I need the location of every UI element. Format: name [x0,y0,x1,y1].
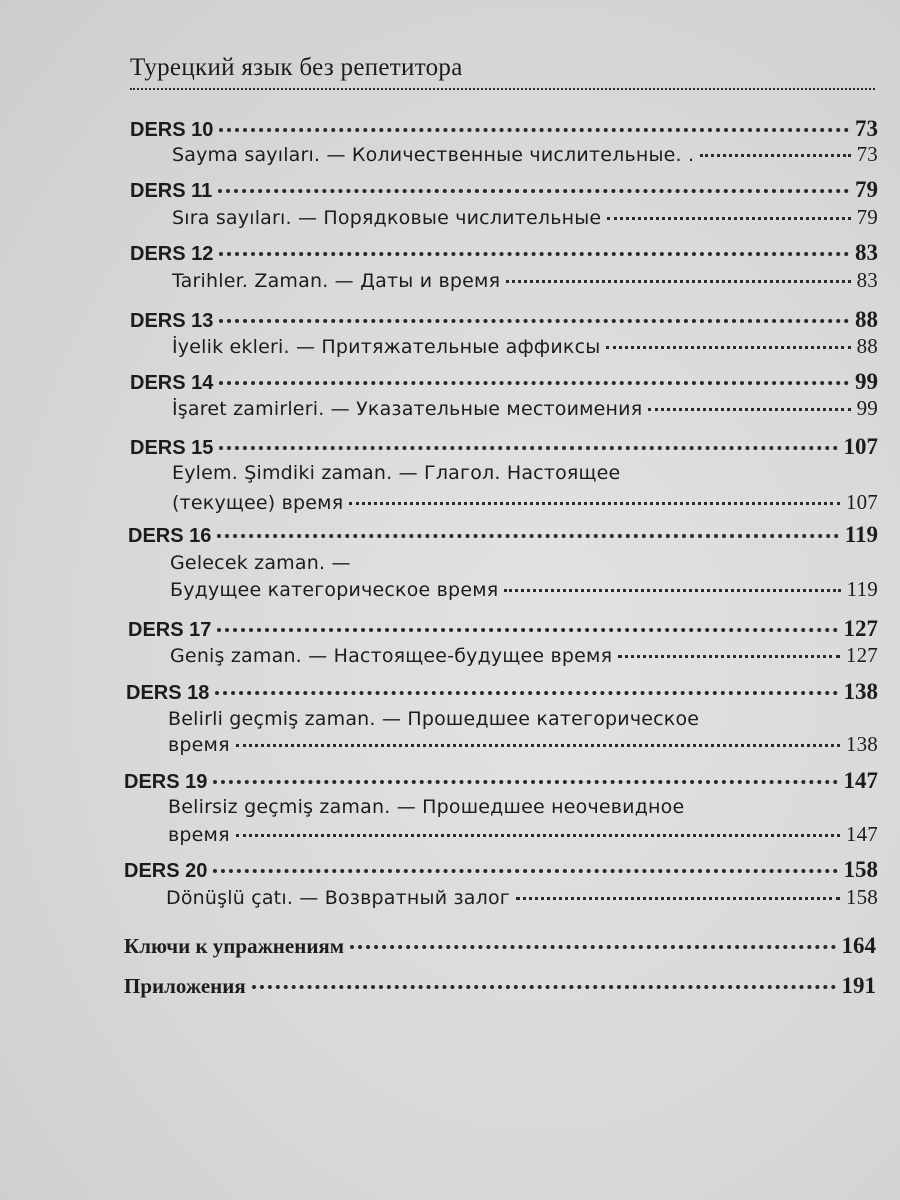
dot-leader [607,217,850,220]
subtitle-page-number: 83 [856,268,878,292]
lesson-label: DERS 11 [130,180,213,202]
dot-leader [219,381,849,385]
lesson-subtitle: время [168,734,230,756]
lesson-page-number: 158 [843,857,878,882]
lesson-subtitle: время [168,824,230,846]
toc-subtitle-row [172,334,878,359]
toc-keys-row [124,933,876,959]
subtitle-page-number: 147 [845,822,878,846]
toc-subtitle-row [170,643,878,668]
toc-subtitle-row [172,142,878,167]
subtitle-page-number: 107 [845,490,878,514]
lesson-label: DERS 16 [128,525,212,547]
dot-leader [236,834,840,837]
lesson-subtitle: Gelecek zaman. — [170,552,351,574]
toc-lesson-row [124,857,878,883]
toc-lesson-row [130,116,878,142]
dot-leader [217,628,837,632]
lesson-label: DERS 13 [130,310,214,332]
dot-leader [350,945,835,949]
lesson-subtitle: (текущее) время [172,492,344,514]
header-divider [130,88,875,90]
dot-leader [506,280,850,283]
toc-subtitle-row [172,462,878,484]
dot-leader [213,780,837,784]
dot-leader [219,252,849,256]
keys-page-number: 164 [841,933,876,958]
subtitle-page-number: 119 [846,577,878,601]
dot-leader [217,534,838,538]
dot-leader [504,589,840,592]
lesson-page-number: 73 [855,116,878,141]
dot-leader [648,408,850,411]
dot-leader [219,128,849,132]
lesson-label: DERS 19 [124,771,208,793]
keys-label: Ключи к упражнениям [124,934,345,958]
lesson-page-number: 119 [844,522,878,547]
toc-subtitle-row [172,205,878,230]
dot-leader [700,154,850,157]
subtitle-page-number: 158 [845,885,878,909]
lesson-subtitle: Tarihler. Zaman. — Даты и время [172,270,501,292]
toc-lesson-row [130,434,878,460]
dot-leader [219,446,837,450]
lesson-subtitle: Belirli geçmiş zaman. — Прошедшее категорическое [168,708,700,730]
lesson-subtitle: Dönüşlü çatı. — Возвратный залог [166,887,510,909]
toc-subtitle-row [168,708,878,730]
dot-leader [215,691,837,695]
lesson-page-number: 99 [855,369,878,394]
lesson-label: DERS 20 [124,860,208,882]
toc-subtitle-row [166,885,878,910]
toc-subtitle-row [168,822,878,847]
lesson-page-number: 107 [843,434,878,459]
toc-subtitle-row [172,396,878,421]
toc-lesson-row [130,369,878,395]
lesson-page-number: 127 [843,616,878,641]
lesson-subtitle: Eylem. Şimdiki zaman. — Глагол. Настоящее [172,462,621,484]
lesson-label: DERS 17 [128,619,212,641]
dot-leader [219,319,849,323]
lesson-subtitle: Будущее категорическое время [170,579,499,601]
toc-appendix-row [124,973,876,999]
toc-lesson-row [128,616,878,642]
lesson-label: DERS 14 [130,372,214,394]
subtitle-page-number: 127 [845,643,878,667]
lesson-subtitle: Sayma sayıları. — Количественные числительные. . [172,144,695,166]
dot-leader [618,655,840,658]
toc-subtitle-row [172,268,878,293]
subtitle-page-number: 138 [845,732,878,756]
running-header: Турецкий язык без репетитора [130,54,463,81]
dot-leader [213,869,837,873]
toc-subtitle-row [170,552,878,574]
lesson-label: DERS 18 [126,682,210,704]
toc-subtitle-row [172,490,878,515]
toc-lesson-row [124,768,878,794]
lesson-subtitle: Geniş zaman. — Настоящее-будущее время [170,645,613,667]
subtitle-page-number: 79 [856,205,878,229]
toc-subtitle-row [168,732,878,757]
dot-leader [349,502,840,505]
appendix-page-number: 191 [841,973,876,998]
lesson-subtitle: Sıra sayıları. — Порядковые числительные [172,207,602,229]
subtitle-page-number: 99 [856,396,878,420]
dot-leader [252,985,836,989]
lesson-subtitle: İşaret zamirleri. — Указательные местоимения [172,398,643,420]
lesson-subtitle: İyelik ekleri. — Притяжательные аффиксы [172,336,601,358]
toc-lesson-row [128,522,878,548]
lesson-page-number: 79 [855,177,878,202]
toc-subtitle-row [170,577,878,602]
lesson-page-number: 147 [843,768,878,793]
toc-lesson-row [126,679,878,705]
subtitle-page-number: 73 [856,142,878,166]
lesson-page-number: 88 [855,307,878,332]
lesson-label: DERS 12 [130,243,214,265]
lesson-page-number: 138 [843,679,878,704]
dot-leader [218,189,849,193]
subtitle-page-number: 88 [856,334,878,358]
dot-leader [516,897,840,900]
toc-lesson-row [130,177,878,203]
toc-lesson-row [130,307,878,333]
toc-lesson-row [130,240,878,266]
toc-subtitle-row [168,796,878,818]
dot-leader [606,346,850,349]
lesson-subtitle: Belirsiz geçmiş zaman. — Прошедшее неочевидное [168,796,685,818]
lesson-label: DERS 15 [130,437,214,459]
dot-leader [236,744,840,747]
lesson-label: DERS 10 [130,119,214,141]
appendix-label: Приложения [124,974,246,998]
lesson-page-number: 83 [855,240,878,265]
